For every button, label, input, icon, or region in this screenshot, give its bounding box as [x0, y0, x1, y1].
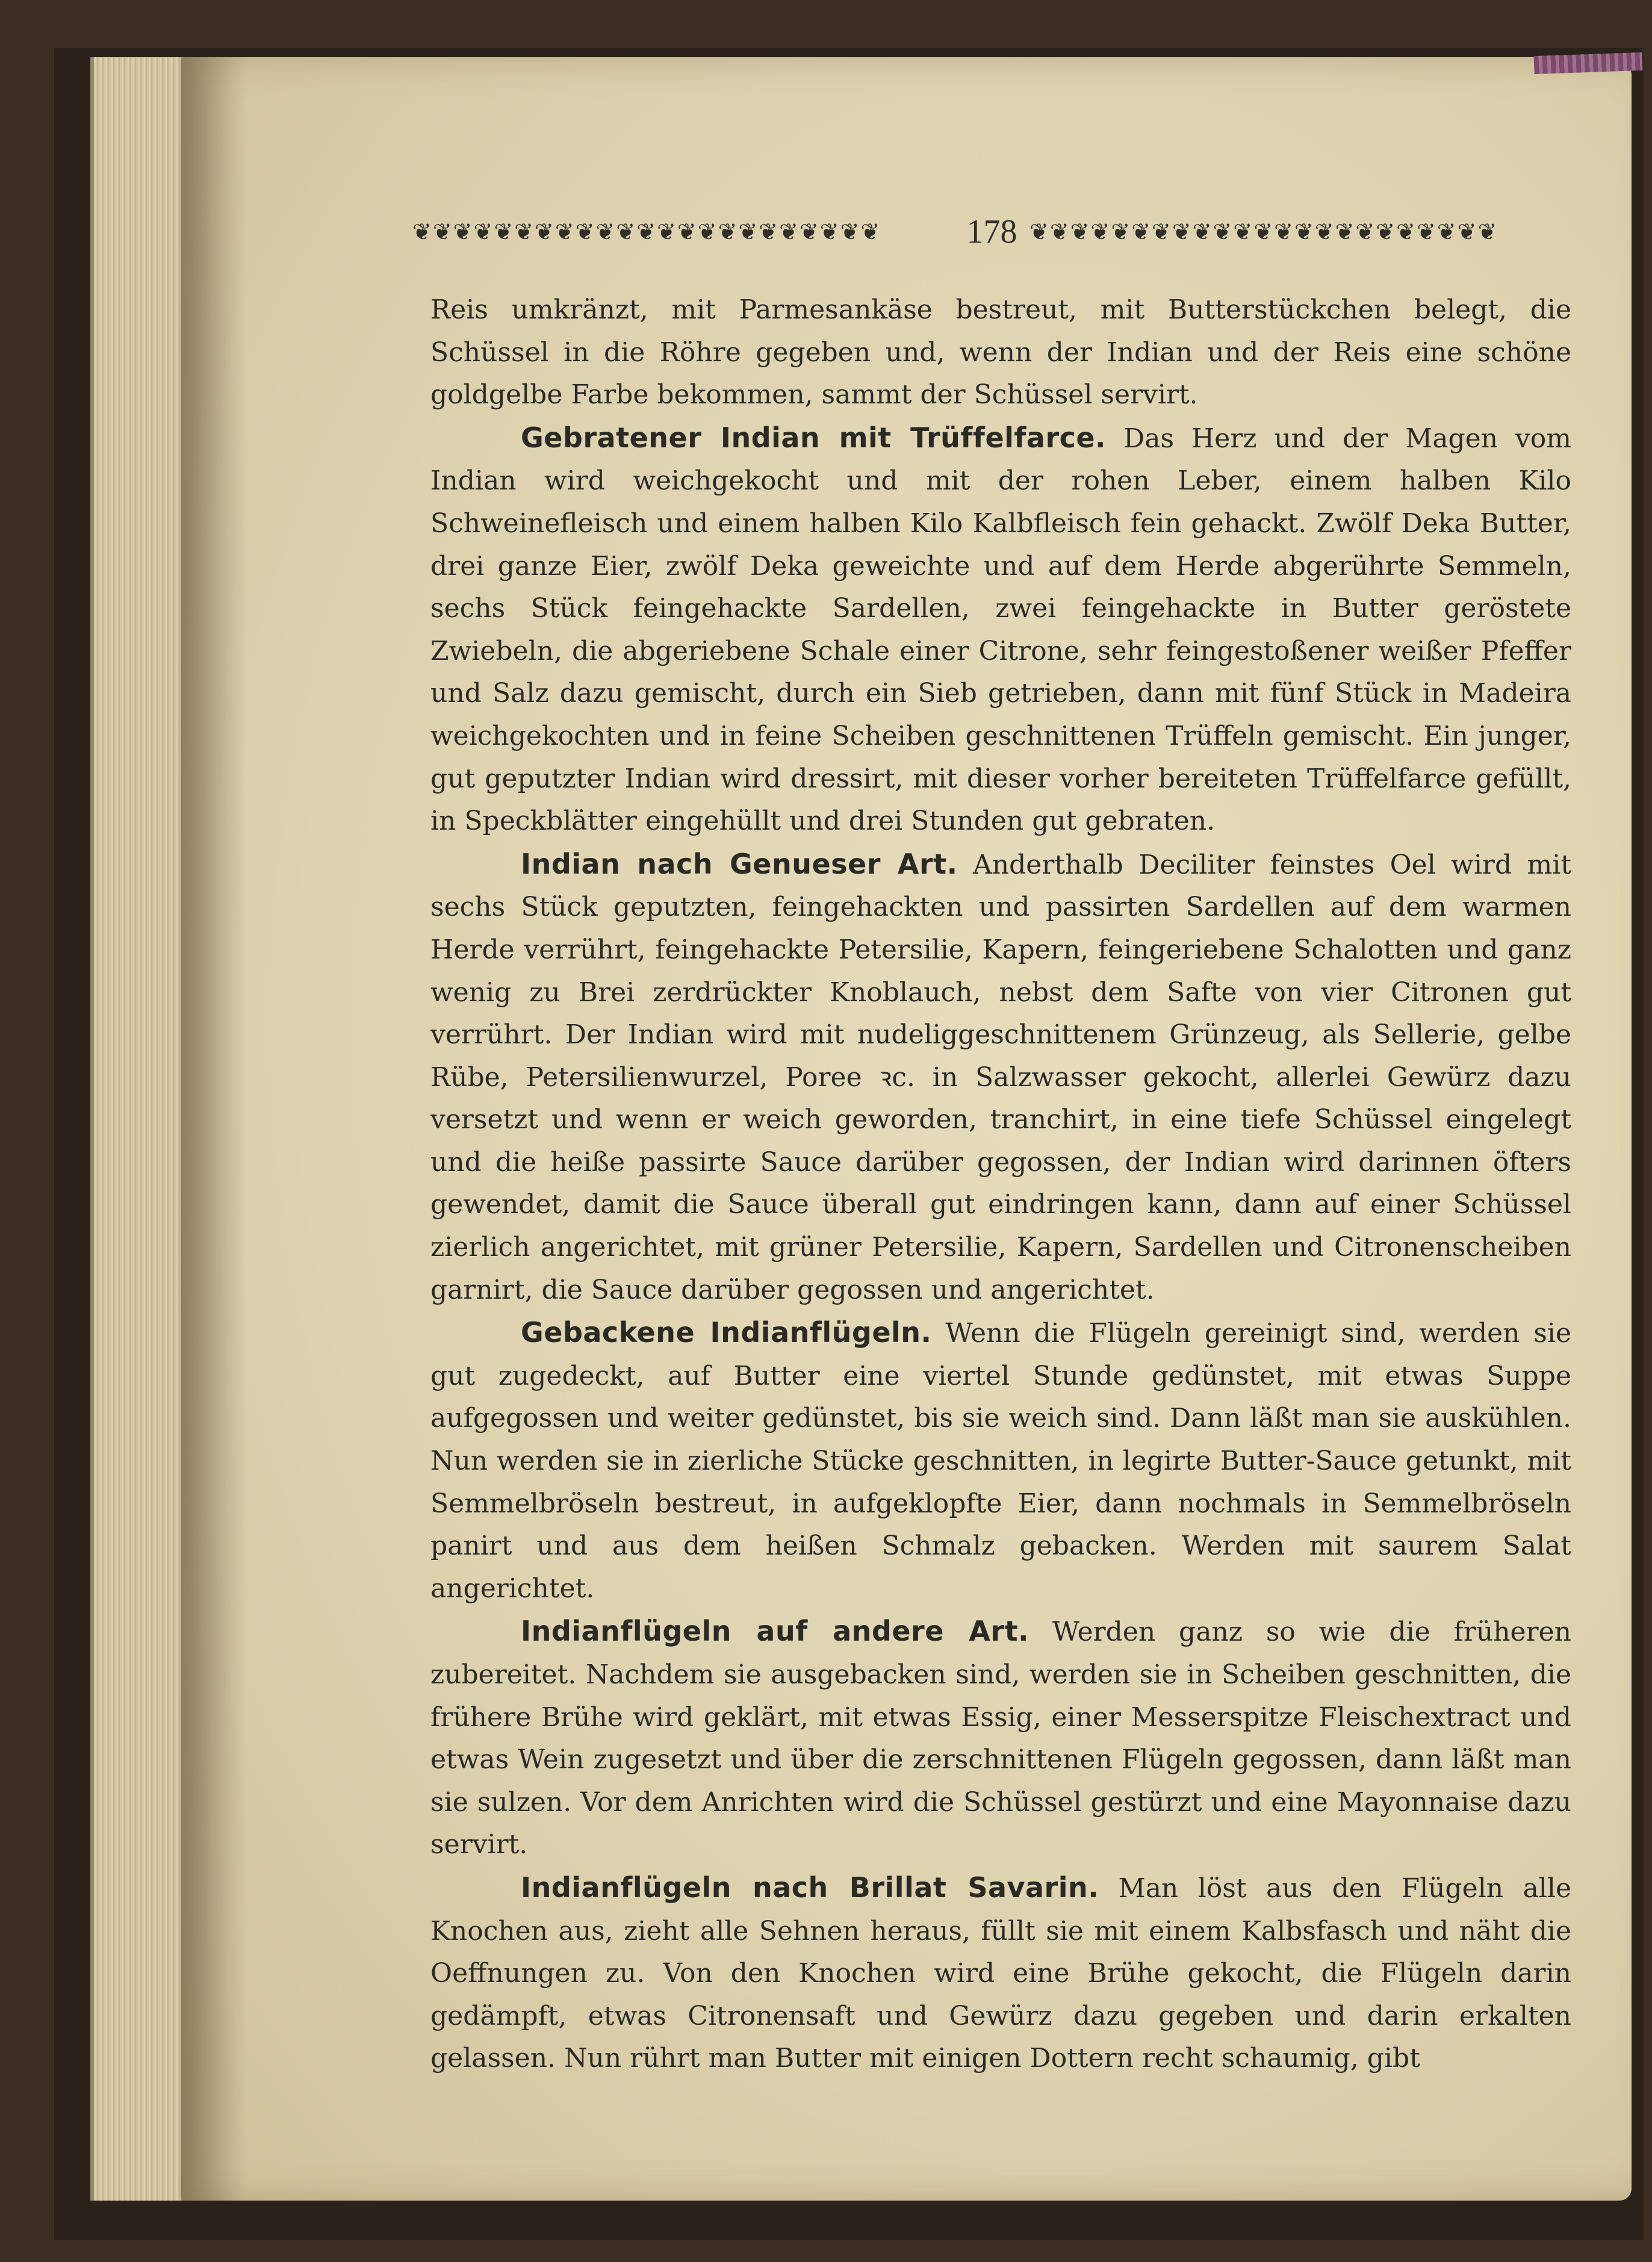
- page-header: [412, 205, 1571, 259]
- recipe-paragraph: [430, 1610, 1571, 1866]
- paragraph-body: Reis umkränzt, mit Parmesankäse bestreut, mit Butterstückchen belegt, die Schüssel in die Röhre gegeben und, wenn der Indian und der Reis eine schöne goldgelbe Farbe bekommen, sammt der Schüssel servirt.: [430, 294, 1571, 411]
- recipe-body: Man löst aus den Flügeln alle Knochen aus, zieht alle Sehnen heraus, füllt sie mit einem Kalbsfasch und näht die Oeffnungen zu. Von den Knochen wird eine Brühe gekocht, die Flügeln darin gedämpft, etwas Citronensaft und Gewürz dazu gegeben und darin erkalten gelassen. Nun rührt man Butter mit einigen Dottern recht schaumig, gibt: [430, 1872, 1571, 2074]
- recipe-paragraph: [430, 843, 1571, 1312]
- recipe-title: Gebratener Indian mit Trüffelfarce.: [521, 421, 1107, 454]
- recipe-paragraph: [430, 417, 1571, 843]
- paragraph-continuation: [430, 289, 1571, 417]
- page-number: 178: [966, 213, 1017, 250]
- body-text: [430, 289, 1571, 2080]
- recipe-paragraph: [430, 1866, 1571, 2080]
- recipe-body: Das Herz und der Magen vom Indian wird weichgekocht und mit der rohen Leber, einem halben Kilo Schweinefleisch und einem halben Kilo Kalbfleisch fein gehackt. Zwölf Deka Butter, drei ganze Eier, zwölf Deka geweichte und auf dem Herde abgerührte Semmeln, sechs Stück feingehackte Sardellen, zwei feingehackte in Butter geröstete Zwiebeln, die abgeriebene Schale einer Citrone, sehr feingestoßener weißer Pfeffer und Salz dazu gemischt, durch ein Sieb getrieben, dann mit fünf Stück in Madeira weichgekochten und in feine Scheiben geschnittenen Trüffeln gemischt. Ein junger, gut geputzter Indian wird dressirt, mit dieser vorher bereiteten Trüffelfarce gefüllt, in Speckblätter eingehüllt und drei Stunden gut gebraten.: [430, 423, 1571, 837]
- recipe-body: Werden ganz so wie die früheren zubereitet. Nachdem sie ausgebacken sind, werden sie in Scheiben geschnitten, die frühere Brühe wird geklärt, mit etwas Essig, einer Messerspitze Fleischextract und etwas Wein zugesetzt und über die zerschnittenen Flügeln gegossen, dann läßt man sie sulzen. Vor dem Anrichten wird die Schüssel gestürzt und eine Mayonnaise dazu servirt.: [430, 1617, 1571, 1860]
- recipe-body: Wenn die Flügeln gereinigt sind, werden sie gut zugedeckt, auf Butter eine viertel Stunde gedünstet, mit etwas Suppe aufgegossen und weiter gedünstet, bis sie weich sind. Dann läßt man sie auskühlen. Nun werden sie in zierliche Stücke geschnitten, in legirte Butter-Sauce getunkt, mit Semmelbröseln bestreut, in aufgeklopfte Eier, dann nochmals in Semmelbröseln panirt und aus dem heißen Schmalz gebacken. Werden mit saurem Salat angerichtet.: [430, 1318, 1571, 1604]
- header-ornament-right: ❦❦❦❦❦❦❦❦❦❦❦❦❦❦❦❦❦❦❦❦❦❦❦: [1029, 219, 1498, 245]
- recipe-body: Anderthalb Deciliter feinstes Oel wird mit sechs Stück geputzten, feingehackten und passirten Sardellen auf dem warmen Herde verrührt, feingehackte Petersilie, Kapern, feingeriebene Schalotten und ganz wenig zu Brei zerdrückter Knoblauch, nebst dem Safte von vier Citronen gut verrührt. Der Indian wird mit nudeliggeschnittenem Grünzeug, als Sellerie, gelbe Rübe, Petersilienwurzel, Poree ꝛc. in Salzwasser gekocht, allerlei Gewürz dazu versetzt und wenn er weich geworden, tranchirt, in eine tiefe Schüssel eingelegt und die heiße passirte Sauce darüber gegossen, der Indian wird darinnen öfters gewendet, damit die Sauce überall gut eindringen kann, dann auf einer Schüssel zierlich angerichtet, mit grüner Petersilie, Kapern, Sardellen und Citronenscheiben garnirt, die Sauce darüber gegossen und angerichtet.: [430, 849, 1571, 1305]
- gutter-shadow: [181, 57, 247, 2201]
- recipe-title: Indianflügeln nach Brillat Savarin.: [521, 1871, 1099, 1904]
- recipe-title: Indian nach Genueser Art.: [521, 847, 958, 880]
- header-ornament-left: ❦❦❦❦❦❦❦❦❦❦❦❦❦❦❦❦❦❦❦❦❦❦❦: [412, 219, 881, 245]
- recipe-title: Gebackene Indianflügeln.: [521, 1316, 932, 1349]
- bookmark-ribbon: [1534, 52, 1643, 74]
- recipe-title: Indianflügeln auf andere Art.: [521, 1615, 1029, 1648]
- recipe-paragraph: [430, 1311, 1571, 1610]
